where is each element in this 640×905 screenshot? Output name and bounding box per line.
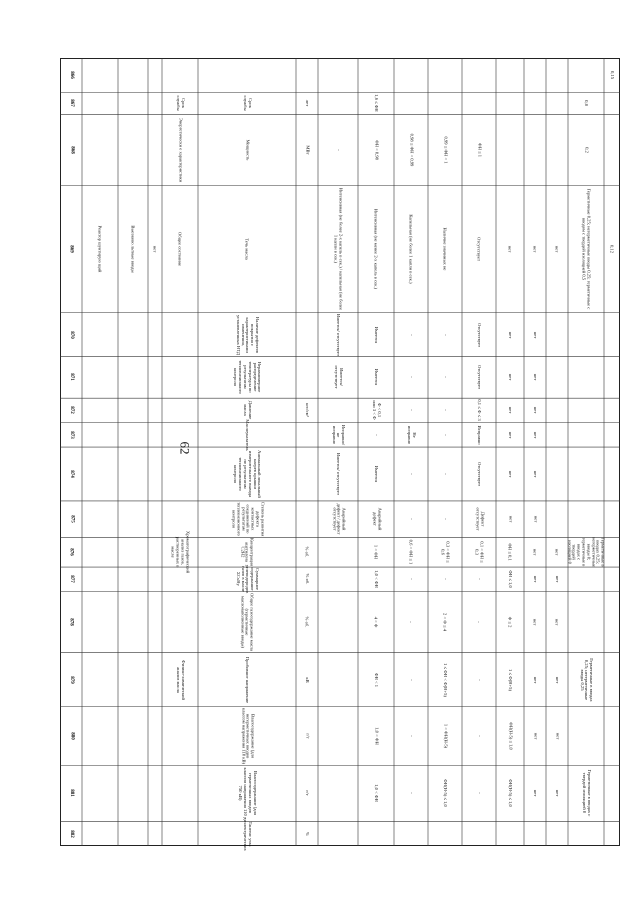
table-cell: нет — [555, 549, 561, 556]
table-cell: лет — [305, 100, 311, 107]
table-cell: 0,3 < ФН ≤ 0,6 — [440, 541, 451, 563]
table-cell: Высоково льтные вводы — [131, 225, 137, 273]
table-cell: Герметичные 0,25; негерметичные вводы 0,25; герметичные с вводом с твердой изоляцией 0,5 — [582, 188, 592, 310]
table-cell: - — [443, 473, 449, 475]
table-cell: - — [443, 434, 449, 436]
table-cell: - — [409, 333, 415, 336]
row-number: 881 — [68, 789, 74, 798]
table-cell: - — [443, 578, 449, 581]
row-number: 867 — [68, 99, 74, 107]
table-cell: ФН < 0,98 — [374, 139, 380, 160]
table-cell: МВт — [305, 145, 311, 155]
table-cell: Физико-химический анализ масла — [176, 659, 186, 700]
table-cell: Влагосодержание (для негерметичных вводов классом напряжения 110 кВ) — [240, 707, 256, 764]
table-cell: Общее состояние — [178, 231, 184, 266]
row-number: 873 — [68, 431, 74, 439]
table-cell: нет — [533, 374, 539, 381]
table-cell: - — [477, 621, 483, 623]
table-cell: Герметичные в вводах 0,25; негерметичные вводы 0,25 — [579, 657, 595, 702]
table-cell: 1,6 ≤ ФН — [374, 94, 380, 113]
table-cell: Капельная (не более 1 капли в сек.) — [409, 214, 415, 284]
table-cell: ФН(Н-5) ≤ 1,0 — [443, 779, 449, 808]
table-cell: Мощность — [245, 139, 251, 161]
row-number: 880 — [68, 732, 74, 740]
table-cell: ФН(Н-5) ≤ 1,0 — [508, 779, 514, 808]
table-cell: Интенсивная (не более 2-х капель в сек.) / капельная (не более 1 капли в сек.) — [334, 187, 344, 310]
table-cell: 1 ≤ Ф(Н+5) — [508, 668, 514, 691]
row-number: 868 — [68, 146, 74, 154]
table-cell: ФН(Н-5) ≤ 1,0 — [508, 722, 514, 750]
table-cell: Не исправно — [406, 425, 417, 444]
table-cell: Отсутствует — [477, 236, 483, 261]
row-number: 876 — [68, 548, 74, 557]
table-cell: % об. — [305, 546, 311, 558]
table-cell: 0,2 — [584, 146, 590, 153]
page-number: 62 — [177, 441, 193, 455]
table-cell: Дефект отсутствует — [475, 507, 485, 531]
table-cell: 0,99 ≤ ФН < 1 — [443, 136, 449, 164]
table-cell: ФН ≤ 0,1 — [508, 543, 514, 562]
row-number: 869 — [68, 245, 74, 253]
table-cell: 1,0 < ФН — [374, 727, 380, 745]
table-cell: Ф < 0,1 или 3 < Ф — [371, 400, 382, 420]
table-cell: - — [443, 518, 449, 521]
table-cell: Имеется/ отсутствует — [336, 453, 342, 495]
table-cell: - — [409, 376, 415, 379]
table-cell: нет — [533, 407, 539, 414]
table-cell: ФН < 1 — [374, 672, 380, 687]
table-cell: нет — [533, 575, 539, 583]
table-cell: нет — [508, 374, 514, 381]
table-cell: Срок службы — [175, 95, 186, 111]
table-cell: % — [305, 831, 311, 836]
table-cell: Влагосодержание (для герметичных вводов классом напряжения 110 - 750 кВ) — [238, 767, 258, 819]
table-cell: Интенсивная (не менее 2-х капель в сек.) — [374, 208, 380, 290]
table-cell: - — [477, 678, 483, 681]
table-cell: нет — [508, 407, 514, 414]
table-cell: нет — [533, 331, 539, 338]
table-cell: Имеется — [374, 465, 380, 483]
table-cell: Исправно — [477, 425, 483, 445]
table-cell: - — [409, 518, 415, 521]
table-cell: - — [443, 333, 449, 336]
table-cell: нет — [533, 245, 539, 253]
table-cell: - — [443, 376, 449, 379]
table-cell: - — [409, 409, 415, 412]
table-cell: нет — [555, 676, 561, 683]
table-cell: нет — [555, 245, 561, 253]
table-cell: нет — [533, 676, 539, 683]
table-cell: Исправно/ не исправно — [331, 424, 347, 446]
table-cell: - — [409, 735, 415, 737]
table-cell: Неравномерное распределение температуры по результатам тепловизионного контроля — [233, 360, 263, 395]
table-cell: Реактор шунтирую щий — [98, 225, 104, 273]
row-number: 871 — [68, 373, 74, 382]
table-cell: ФН ≤ 1,0 — [508, 570, 514, 589]
table-cell: нет — [533, 470, 539, 478]
table-cell: нет — [555, 575, 561, 583]
table-cell: Концентрация ацетилена C2H2 — [240, 538, 256, 567]
table-cell: - — [336, 149, 342, 151]
table-cell: Имеется — [374, 369, 380, 386]
table-cell: нет — [508, 245, 514, 253]
table-cell: 0,98 ≤ ФН < 0,99 — [409, 133, 415, 167]
table-cell: 0,6 < ФН ≤ 1 — [409, 539, 415, 565]
table-cell: Имеется/ отсутствует — [336, 313, 342, 356]
table-cell: Энергетически е характеристики — [178, 117, 184, 182]
table-cell: кгс/см² — [305, 403, 311, 418]
table-cell: нет — [533, 549, 539, 556]
table-cell: кВ — [305, 676, 311, 683]
table-cell: 1,0 < ФН — [374, 570, 380, 589]
row-number: 882 — [68, 830, 74, 838]
table-cell: Аварийный дефект — [372, 507, 382, 531]
table-cell: нет — [533, 516, 539, 523]
table-cell: нет — [508, 431, 514, 439]
table-cell: 4 < Ф — [374, 616, 380, 628]
table-cell: Тангенс угла диэлектрических — [242, 817, 253, 851]
table-cell: Наличие дефектов покрытия с характеристиками изменения, установленных НТД — [235, 314, 261, 355]
table-cell: нет — [533, 618, 539, 626]
table-cell: 0,15 — [610, 71, 616, 80]
table-cell: 1 < ФН(Н-5) — [443, 723, 449, 749]
table-cell: нет — [508, 331, 514, 338]
table-cell: Аварийный дефект / дефект отсутствует — [331, 503, 347, 535]
table-cell: 0,8 — [584, 100, 590, 107]
table-cell: нет — [153, 245, 159, 253]
table-cell: Маслоуказатель — [245, 419, 251, 451]
table-cell: нет — [533, 790, 539, 797]
table-cell: 0,1 ≤ Ф ≤ 3 — [477, 399, 483, 422]
row-number: 877 — [68, 575, 74, 583]
table-cell: % об. — [305, 573, 311, 585]
table-cell: - — [409, 578, 415, 581]
table-cell: г/т — [305, 733, 311, 739]
table-cell: нет — [555, 618, 561, 626]
table-cell: - — [477, 792, 483, 795]
table-cell: - — [409, 678, 415, 681]
table-cell: Герметичные в вводах с твердой изоляцией 0 — [582, 770, 592, 817]
table-cell: Течь масла — [245, 238, 251, 260]
table-cell: Имеется — [374, 326, 380, 343]
table-cell: Наличие значимых не — [443, 227, 449, 271]
table-cell: - — [409, 621, 415, 623]
row-number: 874 — [68, 470, 74, 478]
table-cell: 2 < Ф ≤ 4 — [443, 613, 449, 632]
row-number: 872 — [68, 406, 74, 415]
table-cell: Ф ≤ 2 — [508, 616, 514, 628]
table-cell: нет — [508, 516, 514, 523]
table-cell: - — [374, 434, 380, 436]
table-cell: 1,0 < ФН — [374, 784, 380, 803]
table-cell: 0,12 — [610, 244, 616, 253]
table-cell: г/т — [305, 790, 311, 796]
table-cell: - — [477, 735, 483, 737]
table-cell: Герметичные в вводах 0,25; негерметичные вводы 0; герметичные в вводах с твердой изоляцией 0 — [567, 537, 607, 568]
table-cell: Давление масла — [242, 401, 253, 420]
table-cell: Отсутствует — [477, 365, 483, 390]
table-cell: % об. — [305, 616, 311, 628]
table-cell: Отсутствует — [477, 461, 483, 487]
row-number: 875 — [68, 515, 74, 524]
table-cell: Пробивное напряжение — [245, 656, 251, 703]
table-cell: нет — [555, 790, 561, 797]
table-cell: - — [443, 409, 449, 412]
row-number: 866 — [68, 71, 74, 79]
table-cell: Суммарное содержание углеводородов газов в масле ΣCxHy — [235, 565, 261, 594]
indicator-table — [60, 58, 620, 851]
table-cell: ФН ≤ 1 — [477, 142, 483, 157]
table-cell: нет — [555, 732, 561, 740]
table-cell: - — [409, 792, 415, 795]
table-cell: Срок службы — [242, 95, 253, 111]
table-cell: 1 < ФН — [374, 545, 380, 560]
table-cell: Хроматографический анализ газов, растворенных в масле — [171, 531, 191, 574]
table-cell: Отсутствует — [477, 322, 483, 347]
table-cell: нет — [533, 431, 539, 439]
table-cell: Степень развития дефекта контактных соединений по результатам тепловизионного контроля — [230, 501, 265, 537]
table-cell: Общее газосодержание масла (герметичные маслонаполненные вводы) — [240, 593, 256, 652]
table-cell: 0,1 < ФН ≤ 0,3 — [474, 541, 485, 563]
row-number: 870 — [68, 330, 74, 339]
table-cell: Аномальный локальный нагрев крышки измерительного вывода по результатам тепловизионного контроля — [233, 450, 263, 498]
table-cell: 1 ≤ ФН < Ф(Н+5) — [443, 662, 449, 697]
table-cell: Имеется/ отсутствует — [334, 365, 344, 389]
table-cell: - — [409, 473, 415, 475]
table-cell: нет — [533, 732, 539, 740]
row-number: 879 — [68, 675, 74, 684]
row-number: 878 — [68, 618, 74, 626]
table-cell: - — [477, 578, 483, 581]
table-cell: нет — [508, 470, 514, 478]
